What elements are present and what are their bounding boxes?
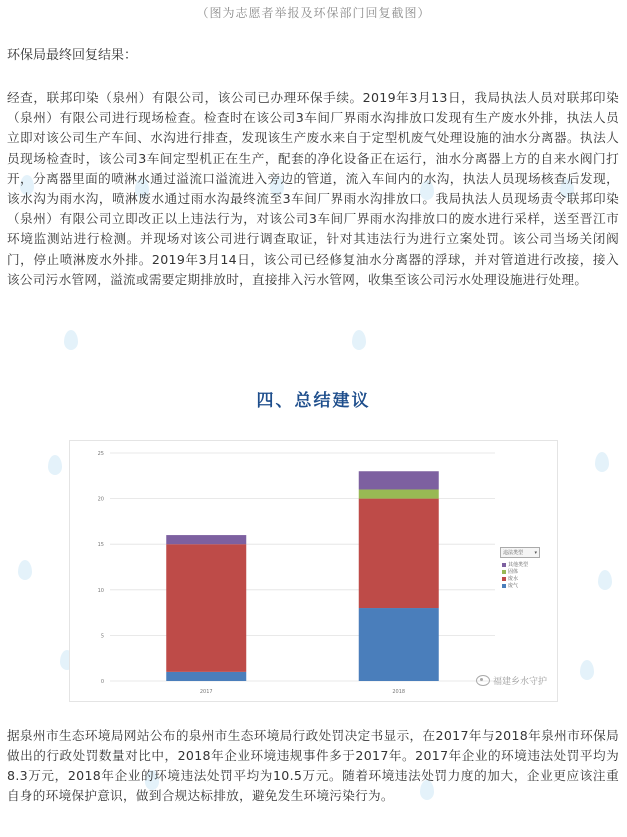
image-caption: （图为志愿者举报及环保部门回复截图） — [196, 6, 431, 20]
watermark — [476, 674, 547, 687]
y-tick-label: 5 — [100, 633, 104, 640]
chart-canvas — [70, 441, 557, 701]
water-drop-icon — [580, 660, 594, 680]
logo-icon — [476, 675, 490, 686]
y-tick-label: 10 — [97, 587, 104, 594]
legend-label: 废气 — [508, 583, 519, 589]
water-drop-icon — [595, 452, 609, 472]
legend-label: 固体 — [508, 569, 519, 575]
y-tick-label: 15 — [97, 542, 104, 549]
y-tick-label: 20 — [97, 496, 104, 503]
legend-item — [502, 575, 540, 582]
reply-heading: 环保局最终回复结果： — [7, 48, 138, 63]
legend-item — [502, 568, 540, 575]
legend-item — [502, 561, 540, 568]
legend-label: 其他类型 — [508, 562, 529, 568]
x-tick-label: 2018 — [392, 689, 406, 695]
watermark-text: 福建乡水守护 — [492, 677, 547, 687]
dropdown-arrow-icon: ▾ — [534, 549, 537, 556]
water-drop-icon — [18, 560, 32, 580]
y-tick-label: 0 — [100, 679, 104, 685]
reply-paragraph: 经查，联邦印染（泉州）有限公司，该公司已办理环保手续。2019年3月13日，我局执法人员对联邦印染（泉州）有限公司进行现场检查。检查时在该公司3车间厂界雨水沟排放口发现有生产废水外排，执法人员立即对该公司生产车间、水沟进行排查，发现该生产废水来自于定型机废气处理设施的油水分离器。执法人员现场检查时，该公司3车间定型机正在生产，配套的净化设备正在运行，油水分离器上方的自来水阀门打开，分离器里面的喷淋水通过溢流口溢流进入旁边的管道，流入车间内的水沟，执法人员现场核查后发现，该水沟为雨水沟，喷淋废水通过雨水沟最终流至3车间厂界雨水沟排放口。我局执法人员现场责令联邦印染（泉州）有限公司立即改正以上违法行为，对该公司3车间厂界雨水沟排放口的废水进行采样，送至晋江市环境监测站进行检测。并现场对该公司进行调查取证，针对其违法行为进行立案处罚。该公司当场关闭阀门，停止喷淋废水外排。2019年3月14日，该公司已经修复油水分离器的浮球，并对管道进行改接，接入该公司污水管网，溢流或需要定期排放时，直接排入污水管网，收集至该公司污水处理设施进行处理。 — [7, 90, 619, 287]
legend-title: 违法类型 — [503, 550, 524, 556]
water-drop-icon — [64, 330, 78, 350]
bar-segment — [166, 535, 246, 544]
water-drop-icon — [48, 455, 62, 475]
legend-item — [502, 582, 540, 589]
legend-swatch — [502, 577, 506, 581]
stacked-bar-chart — [69, 440, 558, 702]
legend-swatch — [502, 570, 506, 574]
legend-swatch — [502, 584, 506, 588]
legend-filter-dropdown[interactable] — [500, 547, 540, 558]
bar-segment — [359, 471, 439, 489]
chart-legend — [500, 547, 540, 589]
summary-paragraph: 据泉州市生态环境局网站公布的泉州市生态环境局行政处罚决定书显示，在2017年与2018年泉州市环保局做出的行政处罚数量对比中，2018年企业环境违规事件多于2017年。2017年企业的环境违法处罚平均为8.3万元，2018年企业的环境违法处罚平均为10.5万元。随着环境违法处罚力度的加大，企业更应该注重自身的环境保护意识，做到合规达标排放，避免发生环境污染行为。 — [7, 728, 619, 803]
water-drop-icon — [598, 570, 612, 590]
x-tick-label: 2017 — [199, 689, 213, 695]
legend-swatch — [502, 563, 506, 567]
legend-items — [500, 561, 540, 589]
section-title: 四、总结建议 — [256, 391, 371, 411]
bar-segment — [359, 499, 439, 608]
bar-segment — [359, 489, 439, 498]
y-tick-label: 25 — [97, 451, 104, 457]
bar-segment — [166, 544, 246, 672]
bar-segment — [359, 608, 439, 681]
bar-segment — [166, 672, 246, 681]
legend-label: 废水 — [508, 576, 519, 582]
water-drop-icon — [352, 330, 366, 350]
